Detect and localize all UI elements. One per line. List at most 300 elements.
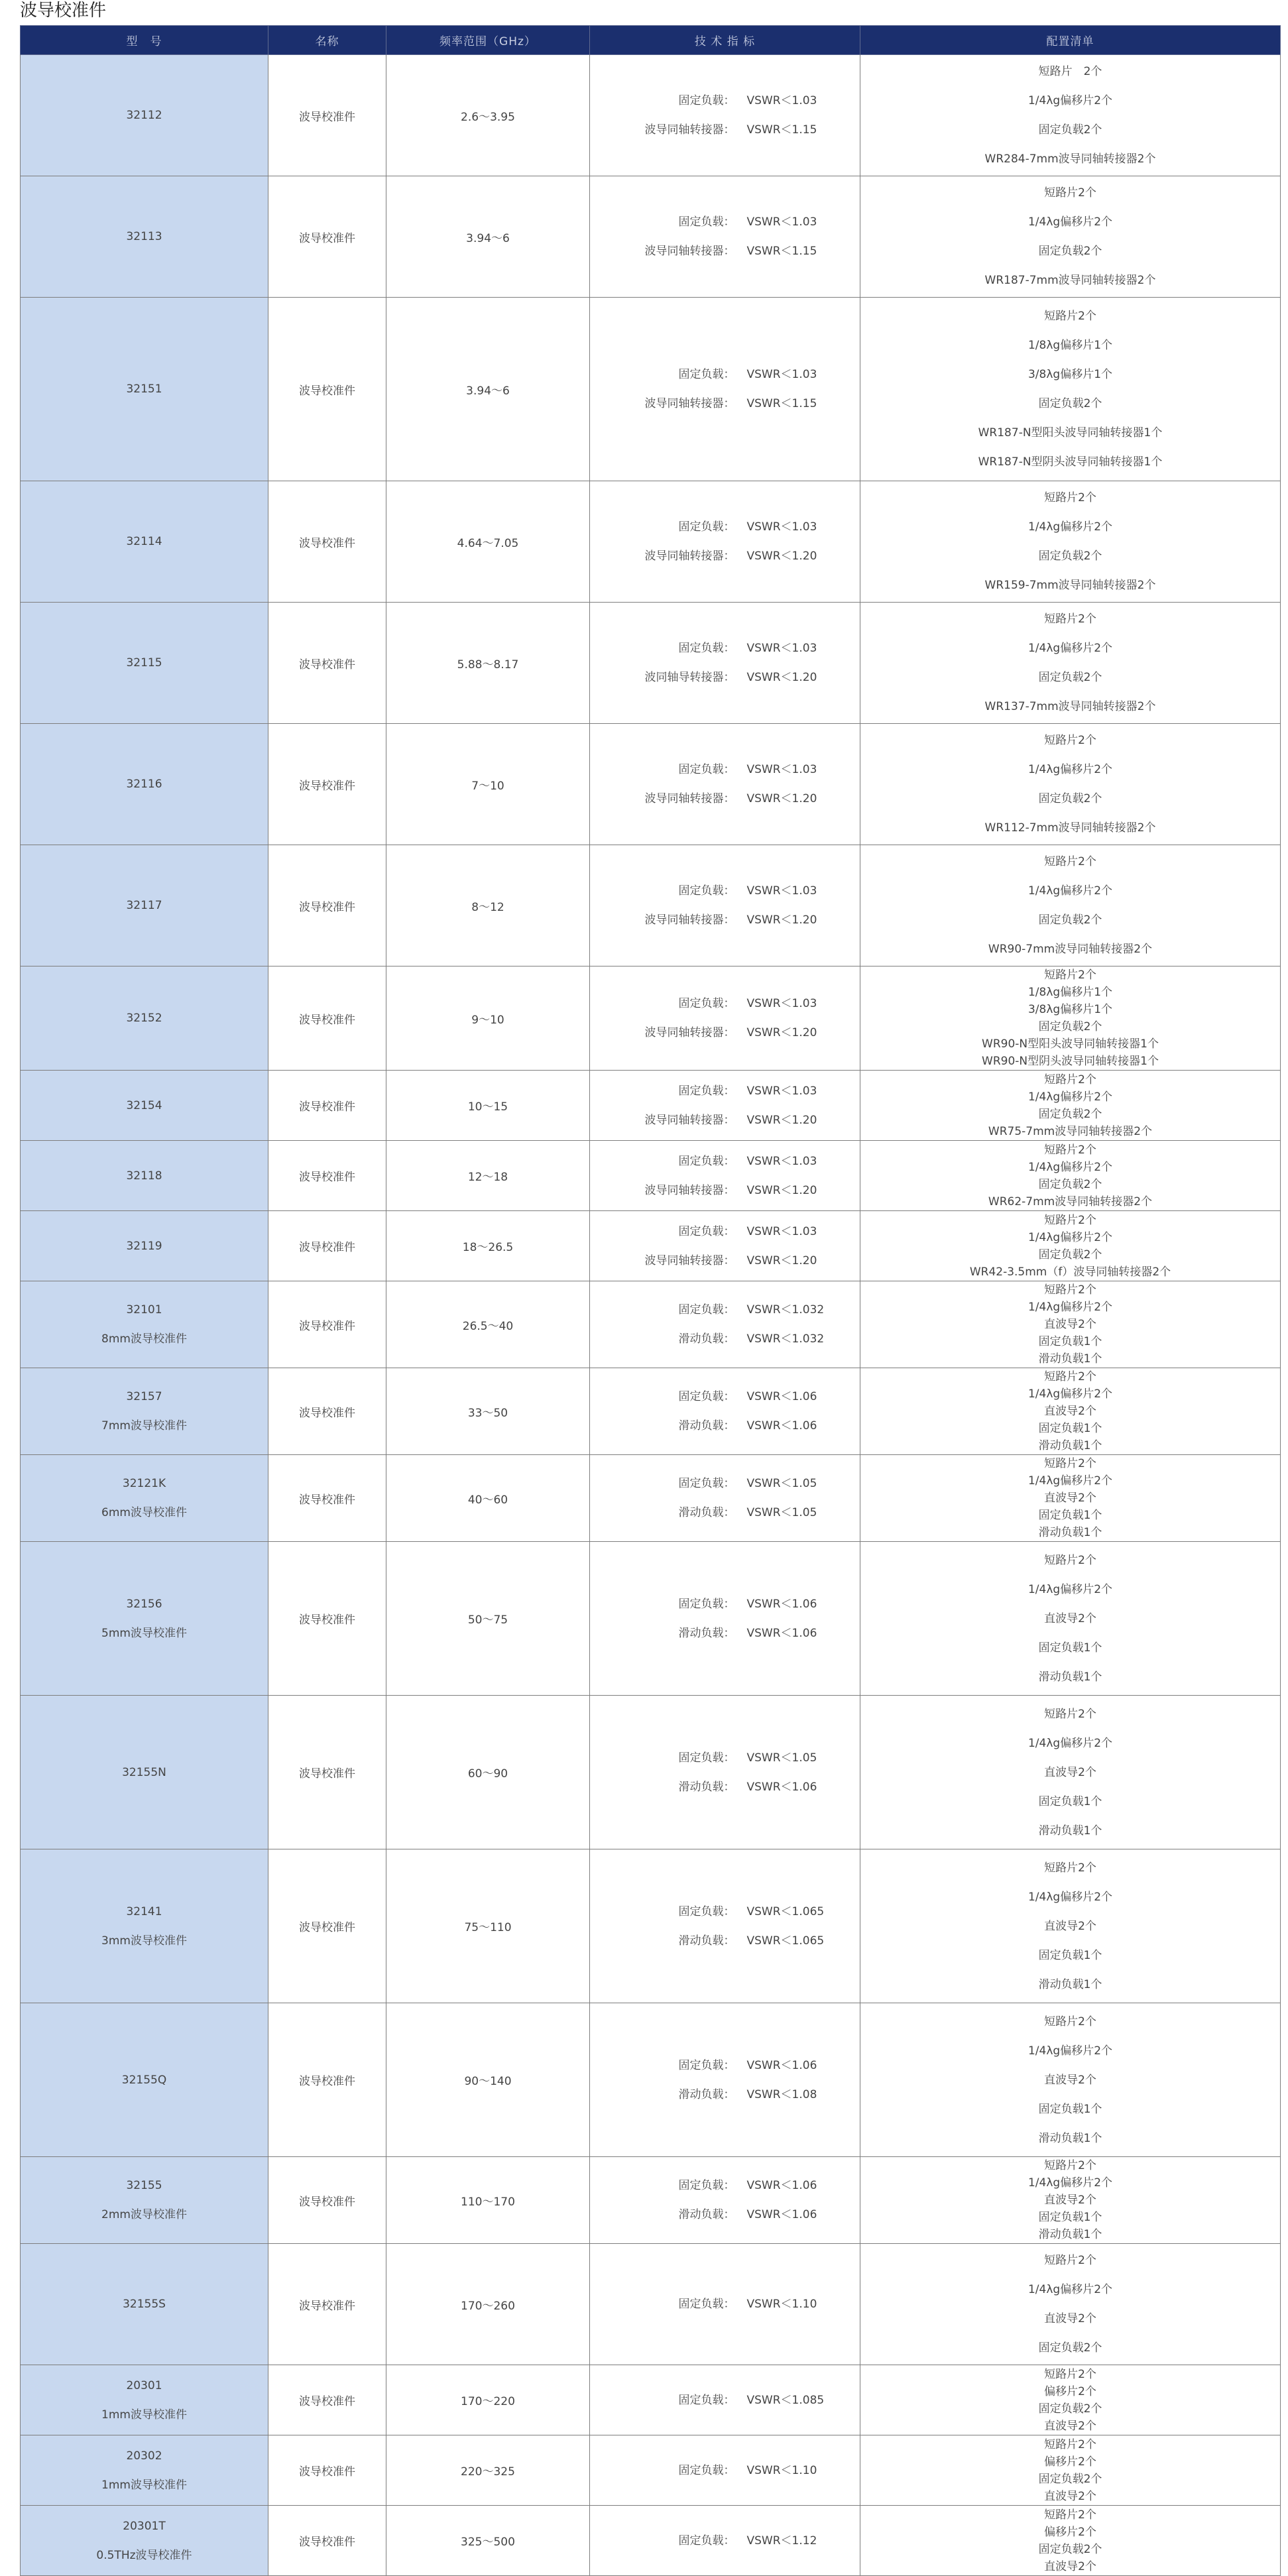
config-item: 1/4λg偏移片2个 <box>1027 2176 1113 2190</box>
frequency-cell: 50～75 <box>386 1542 590 1696</box>
config-cell <box>860 2365 1281 2435</box>
config-cell <box>860 603 1281 724</box>
table-row <box>21 2435 1281 2506</box>
name-cell: 波导校准件 <box>268 1141 386 1211</box>
model-number: 20301T <box>123 2519 166 2533</box>
name-cell: 波导校准件 <box>268 603 386 724</box>
spec-value: VSWR＜1.03 <box>746 1084 817 1098</box>
spec-line <box>590 1147 860 1176</box>
frequency-cell: 40～60 <box>386 1455 590 1542</box>
spec-value: VSWR＜1.15 <box>746 123 817 137</box>
config-item: 固定负载1个 <box>1038 2102 1102 2116</box>
spec-label: 固定负载： <box>678 2179 735 2192</box>
spec-label: 滑动负载： <box>678 1332 735 1346</box>
config-item: 短路片2个 <box>1044 1553 1096 1567</box>
model-cell <box>21 1211 268 1281</box>
spec-label: 固定负载： <box>678 215 735 229</box>
spec-label: 固定负载： <box>678 1477 735 1490</box>
spec-line <box>590 989 860 1018</box>
model-subtitle: 8mm波导校准件 <box>101 1332 187 1346</box>
spec-label: 固定负载： <box>678 1084 735 1098</box>
config-cell <box>860 481 1281 603</box>
config-item: 1/4λg偏移片2个 <box>1027 1890 1113 1904</box>
spec-line <box>590 663 860 692</box>
table-row <box>21 481 1281 603</box>
table-row <box>21 1071 1281 1141</box>
table-row <box>21 1141 1281 1211</box>
config-item: 短路片2个 <box>1044 734 1096 747</box>
config-item: 直波导2个 <box>1044 1765 1096 1779</box>
frequency-cell: 3.94～6 <box>386 298 590 481</box>
model-subtitle: 5mm波导校准件 <box>101 1626 187 1640</box>
config-item: 固定负载2个 <box>1038 2542 1102 2556</box>
spec-line <box>590 1295 860 1324</box>
name-cell: 波导校准件 <box>268 55 386 176</box>
config-item: 1/4λg偏移片2个 <box>1027 94 1113 107</box>
config-item: 直波导2个 <box>1044 1318 1096 1331</box>
frequency-cell: 9～10 <box>386 966 590 1071</box>
spec-value: VSWR＜1.06 <box>746 2058 817 2072</box>
frequency-cell: 7～10 <box>386 724 590 845</box>
spec-value: VSWR＜1.05 <box>746 1506 817 1519</box>
config-item: WR137-7mm波导同轴转接器2个 <box>984 700 1156 713</box>
config-item: 直波导2个 <box>1044 2489 1096 2503</box>
config-cell <box>860 966 1281 1071</box>
spec-label: 固定负载： <box>678 1390 735 1403</box>
model-cell <box>21 1071 268 1141</box>
spec-label: 固定负载： <box>678 2298 735 2311</box>
config-item: 滑动负载1个 <box>1038 1352 1102 1366</box>
config-item: 短路片2个 <box>1044 1283 1096 1297</box>
spec-value: VSWR＜1.05 <box>746 1477 817 1490</box>
spec-value: VSWR＜1.032 <box>746 1303 825 1317</box>
name-cell: 波导校准件 <box>268 724 386 845</box>
model-cell <box>21 1696 268 1849</box>
model-number: 32119 <box>126 1239 162 1253</box>
model-number: 32155S <box>123 2298 166 2311</box>
config-cell <box>860 1542 1281 1696</box>
spec-value: VSWR＜1.20 <box>746 671 817 684</box>
config-item: 短路片2个 <box>1044 1707 1096 1721</box>
header-frequency: 频率范围（GHz） <box>386 26 590 55</box>
config-item: 固定负载1个 <box>1038 1509 1102 1522</box>
config-item: 滑动负载1个 <box>1038 2131 1102 2145</box>
config-cell <box>860 2003 1281 2157</box>
spec-label: 固定负载： <box>678 368 735 381</box>
config-item: 偏移片2个 <box>1044 2455 1096 2469</box>
model-cell <box>21 1455 268 1542</box>
table-row <box>21 2157 1281 2244</box>
config-item: 短路片2个 <box>1044 968 1096 982</box>
spec-line <box>590 1382 860 1411</box>
config-cell <box>860 2435 1281 2506</box>
spec-line <box>590 1217 860 1246</box>
specs-cell <box>590 1696 860 1849</box>
spec-label: 固定负载： <box>678 1224 735 1238</box>
spec-line <box>590 876 860 906</box>
model-cell <box>21 2365 268 2435</box>
frequency-cell: 170～220 <box>386 2365 590 2435</box>
header-specs: 技 术 指 标 <box>590 26 860 55</box>
model-number: 32115 <box>126 656 162 670</box>
config-item: WR42-3.5mm（f）波导同轴转接器2个 <box>969 1265 1171 1279</box>
config-item: 3/8λg偏移片1个 <box>1027 368 1113 381</box>
config-item: 短路片2个 <box>1044 1457 1096 1470</box>
model-number: 32156 <box>126 1597 162 1611</box>
frequency-cell: 12～18 <box>386 1141 590 1211</box>
config-item: WR187-7mm波导同轴转接器2个 <box>984 274 1156 287</box>
spec-label: 波导同轴转接器： <box>644 913 735 927</box>
spec-line <box>590 360 860 389</box>
table-row <box>21 55 1281 176</box>
model-subtitle: 0.5THz波导校准件 <box>96 2548 192 2562</box>
specs-cell <box>590 1542 860 1696</box>
config-item: WR90-7mm波导同轴转接器2个 <box>988 943 1153 956</box>
spec-value: VSWR＜1.12 <box>746 2534 817 2547</box>
table-row <box>21 176 1281 298</box>
config-item: 滑动负载1个 <box>1038 1670 1102 1684</box>
model-number: 32112 <box>126 109 162 122</box>
spec-label: 固定负载： <box>678 1904 735 1918</box>
config-item: 短路片2个 <box>1044 2159 1096 2172</box>
config-item: 短路片2个 <box>1044 1073 1096 1086</box>
specs-cell <box>590 1071 860 1141</box>
spec-label: 固定负载： <box>678 884 735 898</box>
config-item: 短路片2个 <box>1044 2508 1096 2522</box>
config-item: 短路片2个 <box>1044 613 1096 626</box>
spec-label: 滑动负载： <box>678 2087 735 2101</box>
config-item: WR62-7mm波导同轴转接器2个 <box>988 1195 1153 1208</box>
config-item: 偏移片2个 <box>1044 2525 1096 2539</box>
config-item: 固定负载1个 <box>1038 1335 1102 1348</box>
frequency-cell: 90～140 <box>386 2003 590 2157</box>
config-item: WR187-N型阳头波导同轴转接器1个 <box>978 426 1163 439</box>
spec-label: 固定负载： <box>678 94 735 107</box>
frequency-cell: 5.88～8.17 <box>386 603 590 724</box>
config-item: 滑动负载1个 <box>1038 1977 1102 1991</box>
spec-label: 固定负载： <box>678 1154 735 1168</box>
name-cell: 波导校准件 <box>268 2506 386 2576</box>
model-subtitle: 6mm波导校准件 <box>101 1506 187 1519</box>
config-cell <box>860 1281 1281 1368</box>
config-item: 1/4λg偏移片2个 <box>1027 1387 1113 1401</box>
spec-value: VSWR＜1.065 <box>746 1934 825 1948</box>
model-number: 32114 <box>126 535 162 548</box>
spec-value: VSWR＜1.20 <box>746 1254 817 1267</box>
table-body <box>21 55 1281 2576</box>
spec-line <box>590 755 860 784</box>
specs-cell <box>590 2506 860 2576</box>
spec-value: VSWR＜1.10 <box>746 2298 817 2311</box>
spec-label: 波导同轴转接器： <box>644 550 735 563</box>
model-number: 32118 <box>126 1169 162 1183</box>
frequency-cell: 3.94～6 <box>386 176 590 298</box>
table-row <box>21 298 1281 481</box>
spec-line <box>590 2200 860 2229</box>
spec-label: 滑动负载： <box>678 2208 735 2221</box>
header-model: 型 号 <box>21 26 268 55</box>
config-item: 直波导2个 <box>1044 2312 1096 2325</box>
frequency-cell: 2.6～3.95 <box>386 55 590 176</box>
model-cell <box>21 2506 268 2576</box>
config-item: 固定负载2个 <box>1038 913 1102 927</box>
model-subtitle: 7mm波导校准件 <box>101 1419 187 1433</box>
config-item: 直波导2个 <box>1044 2073 1096 2087</box>
spec-label: 滑动负载： <box>678 1419 735 1433</box>
spec-line <box>590 634 860 663</box>
spec-value: VSWR＜1.06 <box>746 1780 817 1794</box>
spec-line <box>590 1411 860 1440</box>
config-item: 固定负载2个 <box>1038 1107 1102 1121</box>
spec-label: 滑动负载： <box>678 1780 735 1794</box>
model-cell <box>21 2244 268 2365</box>
config-item: 1/4λg偏移片2个 <box>1027 1736 1113 1750</box>
spec-label: 波导同轴转接器： <box>644 1183 735 1197</box>
frequency-cell: 75～110 <box>386 1849 590 2003</box>
spec-label: 波导同轴转接器： <box>644 397 735 410</box>
spec-label: 固定负载： <box>678 1597 735 1611</box>
spec-line <box>590 2290 860 2319</box>
config-cell <box>860 55 1281 176</box>
spec-label: 固定负载： <box>678 642 735 655</box>
model-cell <box>21 1281 268 1368</box>
header-name: 名称 <box>268 26 386 55</box>
model-number: 32155N <box>122 1765 166 1779</box>
spec-line <box>590 1590 860 1619</box>
spec-value: VSWR＜1.15 <box>746 245 817 258</box>
config-item: 短路片2个 <box>1044 310 1096 323</box>
spec-label: 固定负载： <box>678 520 735 534</box>
config-item: 短路片2个 <box>1044 2367 1096 2381</box>
spec-line <box>590 2456 860 2485</box>
model-cell <box>21 1542 268 1696</box>
config-item: 1/4λg偏移片2个 <box>1027 884 1113 898</box>
name-cell: 波导校准件 <box>268 1211 386 1281</box>
name-cell: 波导校准件 <box>268 2435 386 2506</box>
specs-cell <box>590 2365 860 2435</box>
table-header-row <box>21 26 1281 55</box>
spec-line <box>590 542 860 571</box>
spec-value: VSWR＜1.03 <box>746 997 817 1010</box>
spec-label: 固定负载： <box>678 2534 735 2547</box>
spec-line <box>590 115 860 145</box>
model-cell <box>21 845 268 966</box>
table-row <box>21 603 1281 724</box>
model-cell <box>21 481 268 603</box>
config-item: 固定负载2个 <box>1038 792 1102 805</box>
table-row <box>21 1849 1281 2003</box>
config-item: 1/8λg偏移片1个 <box>1027 339 1113 352</box>
config-item: 短路片2个 <box>1044 855 1096 868</box>
spec-line <box>590 1897 860 1926</box>
config-item: 直波导2个 <box>1044 2559 1096 2573</box>
spec-value: VSWR＜1.03 <box>746 763 817 776</box>
spec-value: VSWR＜1.06 <box>746 1390 817 1403</box>
spec-value: VSWR＜1.20 <box>746 792 817 805</box>
config-item: 固定负载2个 <box>1038 123 1102 137</box>
spec-label: 滑动负载： <box>678 1626 735 1640</box>
specs-cell <box>590 176 860 298</box>
spec-value: VSWR＜1.20 <box>746 550 817 563</box>
spec-line <box>590 2171 860 2200</box>
spec-label: 滑动负载： <box>678 1934 735 1948</box>
config-item: 1/4λg偏移片2个 <box>1027 2283 1113 2296</box>
spec-line <box>590 207 860 237</box>
config-item: 短路片 2个 <box>1038 65 1102 78</box>
table-row <box>21 966 1281 1071</box>
config-item: 1/4λg偏移片2个 <box>1027 215 1113 229</box>
config-item: 1/4λg偏移片2个 <box>1027 763 1113 776</box>
config-item: 固定负载2个 <box>1038 1020 1102 1033</box>
table-row <box>21 2506 1281 2576</box>
frequency-cell: 325～500 <box>386 2506 590 2576</box>
spec-value: VSWR＜1.06 <box>746 2208 817 2221</box>
spec-label: 固定负载： <box>678 1751 735 1765</box>
specs-cell <box>590 1141 860 1211</box>
model-subtitle: 2mm波导校准件 <box>101 2208 187 2221</box>
config-item: 短路片2个 <box>1044 1861 1096 1875</box>
config-item: 1/4λg偏移片2个 <box>1027 1474 1113 1488</box>
spec-value: VSWR＜1.20 <box>746 913 817 927</box>
config-cell <box>860 2157 1281 2244</box>
config-item: 固定负载1个 <box>1038 1422 1102 1435</box>
spec-line <box>590 2051 860 2080</box>
spec-line <box>590 1106 860 1135</box>
config-item: 滑动负载1个 <box>1038 1526 1102 1539</box>
config-item: 短路片2个 <box>1044 1143 1096 1157</box>
model-number: 20301 <box>126 2378 162 2392</box>
model-cell <box>21 298 268 481</box>
model-number: 32155Q <box>121 2073 167 2087</box>
config-item: 1/4λg偏移片2个 <box>1027 1582 1113 1596</box>
spec-value: VSWR＜1.15 <box>746 397 817 410</box>
config-item: 1/8λg偏移片1个 <box>1027 986 1113 999</box>
config-item: 固定负载2个 <box>1038 671 1102 684</box>
spec-value: VSWR＜1.05 <box>746 1751 817 1765</box>
config-item: WR187-N型阴头波导同轴转接器1个 <box>978 455 1163 469</box>
spec-value: VSWR＜1.06 <box>746 2179 817 2192</box>
page-title: 波导校准件 <box>20 1 107 21</box>
name-cell: 波导校准件 <box>268 1696 386 1849</box>
config-item: 短路片2个 <box>1044 2254 1096 2267</box>
config-item: 固定负载1个 <box>1038 1794 1102 1808</box>
spec-value: VSWR＜1.065 <box>746 1904 825 1918</box>
spec-line <box>590 1077 860 1106</box>
spec-value: VSWR＜1.03 <box>746 368 817 381</box>
table-row <box>21 1281 1281 1368</box>
spec-label: 波导同轴转接器： <box>644 123 735 137</box>
model-number: 32152 <box>126 1012 162 1025</box>
specs-cell <box>590 603 860 724</box>
config-item: WR284-7mm波导同轴转接器2个 <box>984 152 1156 166</box>
config-item: 短路片2个 <box>1044 491 1096 504</box>
config-item: 固定负载2个 <box>1038 1248 1102 1261</box>
calibration-kit-table <box>20 25 1281 2576</box>
config-item: WR90-N型阳头波导同轴转接器1个 <box>982 1037 1159 1051</box>
spec-line <box>590 1926 860 1956</box>
spec-line <box>590 1018 860 1047</box>
table-row <box>21 2365 1281 2435</box>
name-cell: 波导校准件 <box>268 176 386 298</box>
spec-value: VSWR＜1.20 <box>746 1113 817 1127</box>
config-item: 固定负载2个 <box>1038 2341 1102 2355</box>
table-row <box>21 1211 1281 1281</box>
config-item: 直波导2个 <box>1044 2194 1096 2207</box>
spec-line <box>590 784 860 813</box>
config-cell <box>860 1696 1281 1849</box>
frequency-cell: 18～26.5 <box>386 1211 590 1281</box>
config-item: 偏移片2个 <box>1044 2384 1096 2398</box>
spec-line <box>590 237 860 266</box>
frequency-cell: 4.64～7.05 <box>386 481 590 603</box>
table-row <box>21 1696 1281 1849</box>
frequency-cell: 8～12 <box>386 845 590 966</box>
model-cell <box>21 2157 268 2244</box>
config-item: 短路片2个 <box>1044 2015 1096 2028</box>
config-item: 3/8λg偏移片1个 <box>1027 1003 1113 1016</box>
name-cell: 波导校准件 <box>268 481 386 603</box>
config-cell <box>860 176 1281 298</box>
config-item: 固定负载2个 <box>1038 2472 1102 2486</box>
spec-line <box>590 906 860 935</box>
model-number: 32117 <box>126 899 162 912</box>
config-item: 短路片2个 <box>1044 1370 1096 1383</box>
spec-value: VSWR＜1.03 <box>746 642 817 655</box>
config-cell <box>860 2244 1281 2365</box>
frequency-cell: 10～15 <box>386 1071 590 1141</box>
config-item: WR112-7mm波导同轴转接器2个 <box>984 821 1156 835</box>
spec-label: 波导同轴转接器： <box>644 1026 735 1039</box>
model-number: 32157 <box>126 1390 162 1403</box>
model-cell <box>21 2435 268 2506</box>
config-item: 1/4λg偏移片2个 <box>1027 2044 1113 2058</box>
config-cell <box>860 1211 1281 1281</box>
specs-cell <box>590 1281 860 1368</box>
config-item: 1/4λg偏移片2个 <box>1027 1230 1113 1244</box>
spec-value: VSWR＜1.03 <box>746 520 817 534</box>
spec-line <box>590 1743 860 1773</box>
spec-label: 波同轴导转接器： <box>644 671 735 684</box>
spec-line <box>590 2080 860 2109</box>
model-cell <box>21 603 268 724</box>
table-row <box>21 1455 1281 1542</box>
model-cell <box>21 176 268 298</box>
name-cell: 波导校准件 <box>268 845 386 966</box>
specs-cell <box>590 481 860 603</box>
spec-value: VSWR＜1.20 <box>746 1183 817 1197</box>
table-row <box>21 2244 1281 2365</box>
config-item: 固定负载2个 <box>1038 397 1102 410</box>
specs-cell <box>590 2435 860 2506</box>
config-item: 滑动负载1个 <box>1038 1439 1102 1452</box>
config-item: 直波导2个 <box>1044 1611 1096 1625</box>
config-cell <box>860 2506 1281 2576</box>
spec-value: VSWR＜1.032 <box>746 1332 825 1346</box>
config-cell <box>860 1849 1281 2003</box>
spec-value: VSWR＜1.20 <box>746 1026 817 1039</box>
name-cell: 波导校准件 <box>268 1849 386 2003</box>
config-item: 短路片2个 <box>1044 1213 1096 1227</box>
specs-cell <box>590 1455 860 1542</box>
spec-label: 固定负载： <box>678 2463 735 2477</box>
model-cell <box>21 2003 268 2157</box>
model-number: 32101 <box>126 1303 162 1317</box>
frequency-cell: 33～50 <box>386 1368 590 1455</box>
model-subtitle: 1mm波导校准件 <box>101 2408 187 2422</box>
config-item: 直波导2个 <box>1044 1405 1096 1418</box>
name-cell: 波导校准件 <box>268 2003 386 2157</box>
model-cell <box>21 966 268 1071</box>
